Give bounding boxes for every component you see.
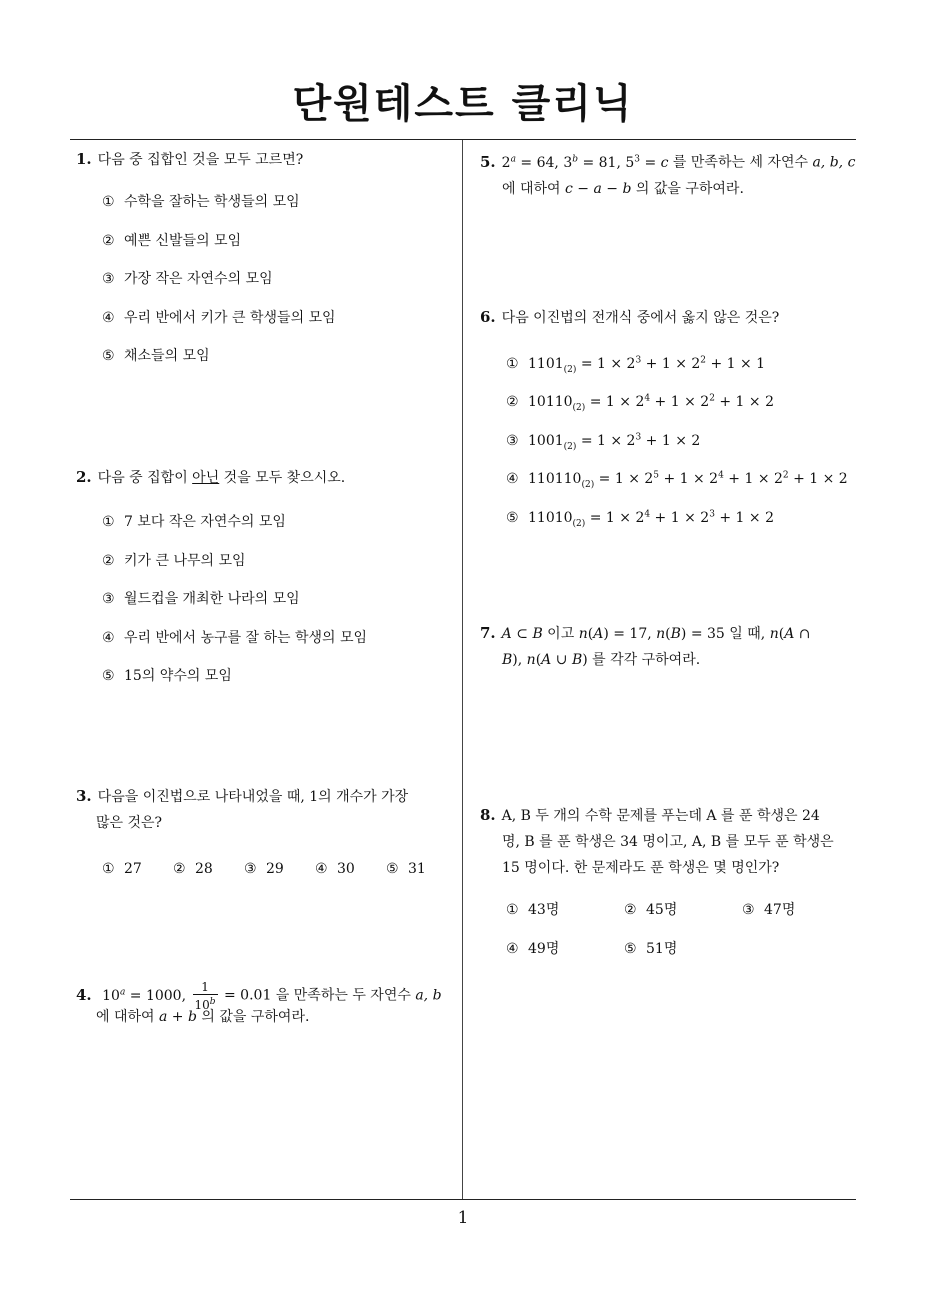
option-3[interactable]: ③ 가장 작은 자연수의 모임 — [102, 271, 273, 287]
question-5: 5. $2^a = 64$, $3^b = 81$, $5^3 = c$ 를 만족하는 세 자연수 a, b, c 에 대하여 c − a − b 의 값을 구하여라. — [480, 152, 856, 197]
option-3[interactable]: ③ $1001_{(2)} = 1 \times 2^3 + 1 \times 2$ — [506, 432, 701, 452]
question-number: 5. — [480, 152, 496, 171]
question-6: 6. 다음 이진법의 전개식 중에서 옳지 않은 것은? ① $1101_{(2)} = 1 \times 2^3 + 1 \times 2^2 + 1 \times 1$ ② $10110_{(2)} = 1 \times 2^4 + 1 \times 2^2 + 1 \times 2$ ③ $1001_{(2)} = 1 \times 2^3 + 1 \times 2$ ④ $110110_{(2)} = 1 \times 2^5 + 1 \times 2^4 + 1 \times 2^2 + 1 \times 2$ ⑤ $11010_{(2)} = 1 \times 2^4 + 1 \times 2^3 + 1 \times 2$ — [480, 304, 862, 534]
page-title: 단원테스트 클리닉 — [292, 81, 634, 127]
option-1[interactable]: ① 43명 — [506, 902, 560, 918]
math-expression: $2^a = 64$, $3^b = 81$, $5^3 = c$ — [501, 154, 669, 171]
option-2[interactable]: ② $10110_{(2)} = 1 \times 2^4 + 1 \times 2^2 + 1 \times 2$ — [506, 393, 774, 413]
option-4[interactable]: ④ 49명 — [506, 940, 560, 957]
question-8: 8. A, B 두 개의 수학 문제를 푸는데 A 를 푼 학생은 24 명, B 를 푼 학생은 34 명이고, A, B 를 모두 푼 학생은 15 명이다. 한 문제라도 푼 학생은 몇 명인가? ① 43명 ② 45명 ③ 47명 ④ 49명 ⑤ 51명 — [480, 802, 862, 968]
option-2[interactable]: ② 45명 — [624, 902, 678, 918]
option-2[interactable]: ② 예쁜 신발들의 모임 — [102, 232, 242, 249]
option-1[interactable]: ① 7 보다 작은 자연수의 모임 — [102, 514, 286, 530]
question-number: 8. — [480, 806, 496, 824]
question-7: 7. A ⊂ B 이고 n(A) = 17, n(B) = 35 일 때, n(A ∩ B), n(A ∪ B) 를 각각 구하여라. — [480, 624, 811, 668]
column-divider — [462, 140, 463, 1200]
top-rule — [70, 139, 856, 140]
question-number: 6. — [480, 308, 496, 326]
option-4[interactable]: ④ 우리 반에서 농구를 잘 하는 학생의 모임 — [102, 629, 368, 646]
underlined-word: 아닌 — [192, 470, 220, 486]
option-5[interactable]: ⑤ 51명 — [624, 940, 678, 957]
option-5[interactable]: ⑤ 15의 약수의 모임 — [102, 668, 232, 684]
question-number: 2. — [76, 468, 92, 486]
option-2[interactable]: ② 28 — [173, 861, 213, 877]
question-text: 다음 중 집합인 것을 모두 고르면? — [97, 152, 304, 168]
question-4: 4. $10^a = 1000$, $\frac{1}{10^b}$ = 0.01 을 만족하는 두 자연수 a, b 에 대하여 a + b 의 값을 구하여라. — [76, 979, 442, 1025]
option-2[interactable]: ② 키가 큰 나무의 모임 — [102, 552, 246, 569]
option-5[interactable]: ⑤ 채소들의 모임 — [102, 348, 210, 364]
option-1[interactable]: ① 수학을 잘하는 학생들의 모임 — [102, 194, 300, 210]
math-expression: $10^a = 1000$, — [102, 987, 191, 1004]
option-4[interactable]: ④ 우리 반에서 키가 큰 학생들의 모임 — [102, 309, 336, 326]
page-number: 1 — [457, 1208, 469, 1228]
question-number: 7. — [480, 624, 496, 642]
option-1[interactable]: ① $1101_{(2)} = 1 \times 2^3 + 1 \times 2^2 + 1 \times 1$ — [506, 355, 766, 375]
math-expression: A ⊂ B — [501, 626, 543, 642]
question-text-line3: 15 명이다. 한 문제라도 푼 학생은 몇 명인가? — [502, 860, 780, 876]
option-4[interactable]: ④ 30 — [315, 861, 355, 877]
question-text-line2: 많은 것은? — [96, 815, 163, 831]
bottom-rule — [70, 1199, 856, 1200]
question-number: 1. — [76, 150, 92, 168]
question-text-line2: 명, B 를 푼 학생은 34 명이고, A, B 를 모두 푼 학생은 — [502, 834, 834, 850]
option-5[interactable]: ⑤ 31 — [386, 861, 426, 877]
option-3[interactable]: ③ 29 — [244, 861, 284, 877]
option-3[interactable]: ③ 월드컵을 개최한 나라의 모임 — [102, 591, 300, 607]
question-3: 3. 다음을 이진법으로 나타내었을 때, 1의 개수가 가장 많은 것은? ① 27 ② 28 ③ 29 ④ 30 ⑤ 31 — [76, 783, 458, 889]
fraction: $\frac{1}{10^b}$ — [194, 979, 216, 1012]
option-4[interactable]: ④ $110110_{(2)} = 1 \times 2^5 + 1 \times 2^4 + 1 \times 2^2 + 1 \times 2$ — [506, 470, 848, 490]
question-number: 4. — [76, 985, 92, 1004]
question-1 — [76, 146, 456, 376]
question-2: 2. 다음 중 집합이 아닌 것을 모두 찾으시오. ① 7 보다 작은 자연수의 모임 ② 키가 큰 나무의 모임 ③ 월드컵을 개최한 나라의 모임 ④ 우리 반에서 농구를 잘 하는 학생의 모임 ⑤ 15의 약수의 모임 — [76, 464, 456, 696]
option-5[interactable]: ⑤ $11010_{(2)} = 1 \times 2^4 + 1 \times 2^3 + 1 \times 2$ — [506, 509, 774, 529]
question-number: 3. — [76, 787, 92, 805]
option-3[interactable]: ③ 47명 — [742, 902, 796, 918]
option-1[interactable]: ① 27 — [102, 861, 142, 877]
